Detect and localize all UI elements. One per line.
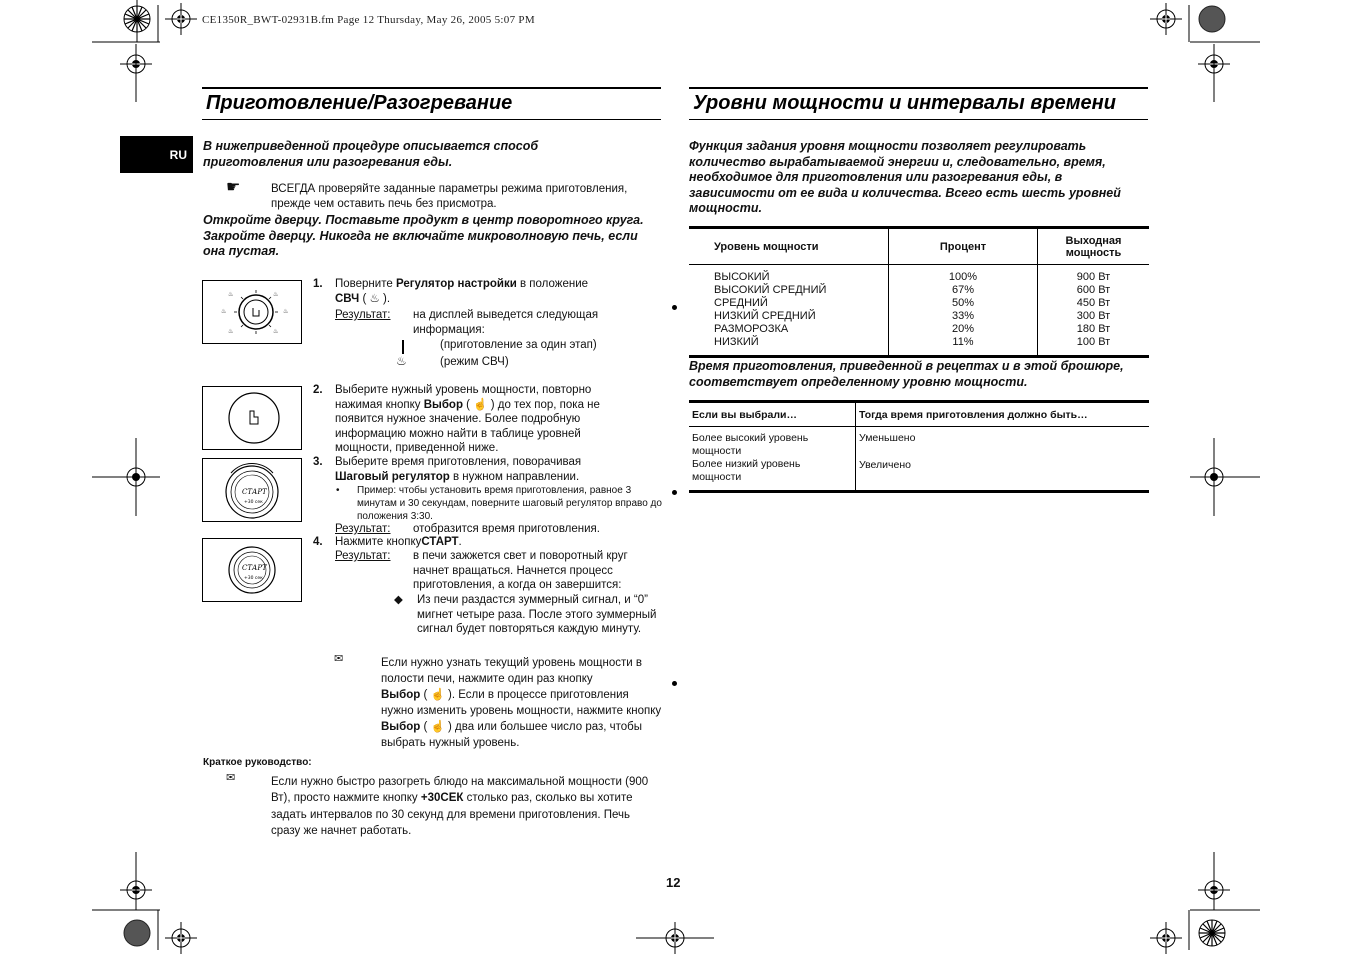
- power-levels-cell: [689, 265, 889, 357]
- power-output: 450 Вт: [1076, 297, 1111, 309]
- power-col-level: Уровень мощности: [689, 228, 889, 265]
- select-button-image: [202, 386, 302, 450]
- quick-guide-title: Краткое руководство:: [203, 757, 312, 768]
- step-4-text: Нажмите кнопкуСТАРТ.: [335, 536, 462, 548]
- diamond-bullet-icon: ◆: [394, 594, 403, 606]
- note-icon: ✉: [334, 653, 344, 665]
- plus30-label: +30 сек: [244, 576, 263, 581]
- power-output: 100 Вт: [1076, 336, 1111, 348]
- start-label: СТАРТ: [242, 488, 267, 496]
- svg-text:♨: ♨: [221, 308, 227, 315]
- power-percent: 11%: [952, 336, 974, 348]
- time-result-value: Увеличено: [859, 459, 911, 471]
- power-percent: 100%: [948, 271, 978, 283]
- right-title-rule-top: [689, 87, 1148, 89]
- svg-text:♨: ♨: [273, 328, 279, 335]
- svg-text:♨: ♨: [283, 308, 289, 315]
- bullet-icon: •: [336, 485, 340, 496]
- cooking-time-table: [689, 400, 1149, 493]
- mode-dial-image: [202, 280, 302, 344]
- quick-guide-text: Если нужно быстро разогреть блюдо на максимальной мощности (900 Вт), просто нажмите кнопку +30СЕК столько раз, сколько вы хотите задать интервалов по 30 секунд для времени приготовления. Печь сразу же начнет работать.: [271, 776, 649, 837]
- margin-dot: [672, 681, 677, 686]
- power-percent: 50%: [951, 297, 975, 309]
- right-page-title: Уровни мощности и интервалы времени: [693, 92, 1116, 114]
- power-level-name: ВЫСОКИЙ: [714, 271, 770, 283]
- right-title-rule-bottom: [689, 119, 1148, 120]
- step-1-result-label: Результат:: [335, 309, 391, 321]
- step-4-result-text: в печи зажжется свет и поворотный круг начнет вращаться. Начнется процесс приготовления, а когда он завершится:: [413, 550, 628, 591]
- svg-text:♨: ♨: [228, 328, 234, 335]
- time-col-result: Тогда время приготовления должно быть…: [856, 402, 1150, 427]
- start-button-image: [202, 538, 302, 602]
- power-percent-cell: [889, 265, 1038, 357]
- power-output-cell: [1038, 265, 1150, 357]
- step-dial-image: [202, 458, 302, 522]
- time-col-selected: Если вы выбрали…: [689, 402, 856, 427]
- time-result-value: Уменьшено: [859, 432, 916, 444]
- power-col-percent: Процент: [889, 228, 1038, 265]
- power-level-name: РАЗМОРОЗКА: [714, 323, 789, 335]
- time-selected-value: Более низкий уровень мощности: [692, 458, 801, 483]
- left-title-rule-bottom: [202, 119, 661, 120]
- step-1-sub1: (приготовление за один этап): [440, 339, 597, 351]
- table-row: [689, 265, 1149, 357]
- step-3-text: Выберите время приготовления, поворачивая Шаговый регулятор в нужном направлении.: [335, 456, 582, 483]
- page-number: 12: [666, 875, 681, 890]
- power-levels-table: [689, 226, 1149, 358]
- step-2-text: Выберите нужный уровень мощности, повторно нажимая кнопку Выбор ( ☝ ) до тех пор, пока не появится нужное значение. Более подробную информацию можно найти в таблице уровней мощности, приведенной ниже.: [335, 384, 600, 454]
- power-level-name: СРЕДНИЙ: [714, 297, 768, 309]
- time-result-cell: [856, 427, 1150, 492]
- power-output: 900 Вт: [1076, 271, 1111, 283]
- left-intro: В нижеприведенной процедуре описывается способ приготовления или разогревания еды.: [203, 139, 539, 169]
- step-4-diamond-text: Из печи раздастся зуммерный сигнал, и “0” мигнет четыре раза. После этого зуммерный сигнал будет повторяться каждую минуту.: [417, 594, 657, 635]
- plus30-label: +30 сек: [244, 500, 263, 505]
- hand-pointer-icon: ☛: [226, 179, 241, 196]
- step-3-result-text: отобразится время приготовления.: [413, 523, 600, 535]
- power-percent: 20%: [951, 323, 975, 335]
- note-icon: ✉: [226, 772, 236, 784]
- step-3-number: 3.: [313, 456, 323, 468]
- step-3-example: Пример: чтобы установить время приготовления, равное 3 минутам и 30 секундам, поверните шаговый регулятор вправо до положения 3:30.: [357, 485, 662, 522]
- step-1-number: 1.: [313, 278, 323, 290]
- microwave-mode-icon: ♨: [396, 354, 407, 368]
- power-level-name: НИЗКИЙ СРЕДНИЙ: [714, 310, 816, 322]
- start-label: СТАРТ: [242, 564, 267, 572]
- step-4-result-label: Результат:: [335, 550, 391, 562]
- power-output: 600 Вт: [1076, 284, 1111, 296]
- time-table-header: [689, 402, 1149, 427]
- time-selected-cell: [689, 427, 856, 492]
- power-level-name: НИЗКИЙ: [714, 336, 759, 348]
- open-door-instruction: Откройте дверцу. Поставьте продукт в центр поворотного круга. Закройте дверцу. Никогда не включайте микроволновую печь, если она пустая.: [203, 213, 644, 258]
- step-1-result-text: на дисплей выведется следующая информация:: [413, 309, 599, 336]
- step-2-number: 2.: [313, 384, 323, 396]
- power-note: Если нужно узнать текущий уровень мощности в полости печи, нажмите один раз кнопку Выбор ( ☝ ). Если в процессе приготовления нужно изменить уровень мощности, нажмите кнопку Выбор ( ☝ ) два или большее число раз, чтобы выбрать нужный уровень.: [381, 657, 662, 749]
- power-output: 180 Вт: [1076, 323, 1111, 335]
- power-level-name: ВЫСОКИЙ СРЕДНИЙ: [714, 284, 827, 296]
- step-1-text: Поверните Регулятор настройки в положение СВЧ ( ♨ ).: [335, 278, 589, 305]
- margin-dot: [672, 305, 677, 310]
- power-percent: 67%: [951, 284, 975, 296]
- power-output: 300 Вт: [1076, 310, 1111, 322]
- time-intro: Время приготовления, приведенной в рецептах и в этой брошюре, соответствует определенному уровню мощности.: [689, 359, 1124, 389]
- power-col-output: Выходная мощность: [1038, 228, 1150, 265]
- single-stage-indicator-icon: [402, 340, 404, 354]
- left-page-title: Приготовление/Разогревание: [206, 92, 513, 114]
- margin-dot: [672, 490, 677, 495]
- step-4-number: 4.: [313, 536, 323, 548]
- file-header: CE1350R_BWT-02931B.fm Page 12 Thursday, May 26, 2005 5:07 PM: [202, 14, 535, 26]
- table-row: [689, 427, 1149, 492]
- power-percent: 33%: [951, 310, 975, 322]
- svg-text:♨: ♨: [228, 291, 234, 298]
- time-selected-value: Более высокий уровень мощности: [692, 432, 809, 457]
- language-tab: RU: [120, 136, 193, 173]
- right-intro: Функция задания уровня мощности позволяет регулировать количество вырабатываемой энергии и, следовательно, время, необходимое для приготовления или разогревания еды, в зависимости от ее вида и количества. Всего есть шесть уровней мощности.: [689, 139, 1121, 215]
- always-note: ВСЕГДА проверяйте заданные параметры режима приготовления, прежде чем оставить печь без присмотра.: [271, 183, 628, 210]
- svg-text:♨: ♨: [273, 291, 279, 298]
- left-title-rule-top: [202, 87, 661, 89]
- power-table-header: [689, 228, 1149, 265]
- step-3-result-label: Результат:: [335, 523, 391, 535]
- step-1-sub2: (режим СВЧ): [440, 356, 509, 368]
